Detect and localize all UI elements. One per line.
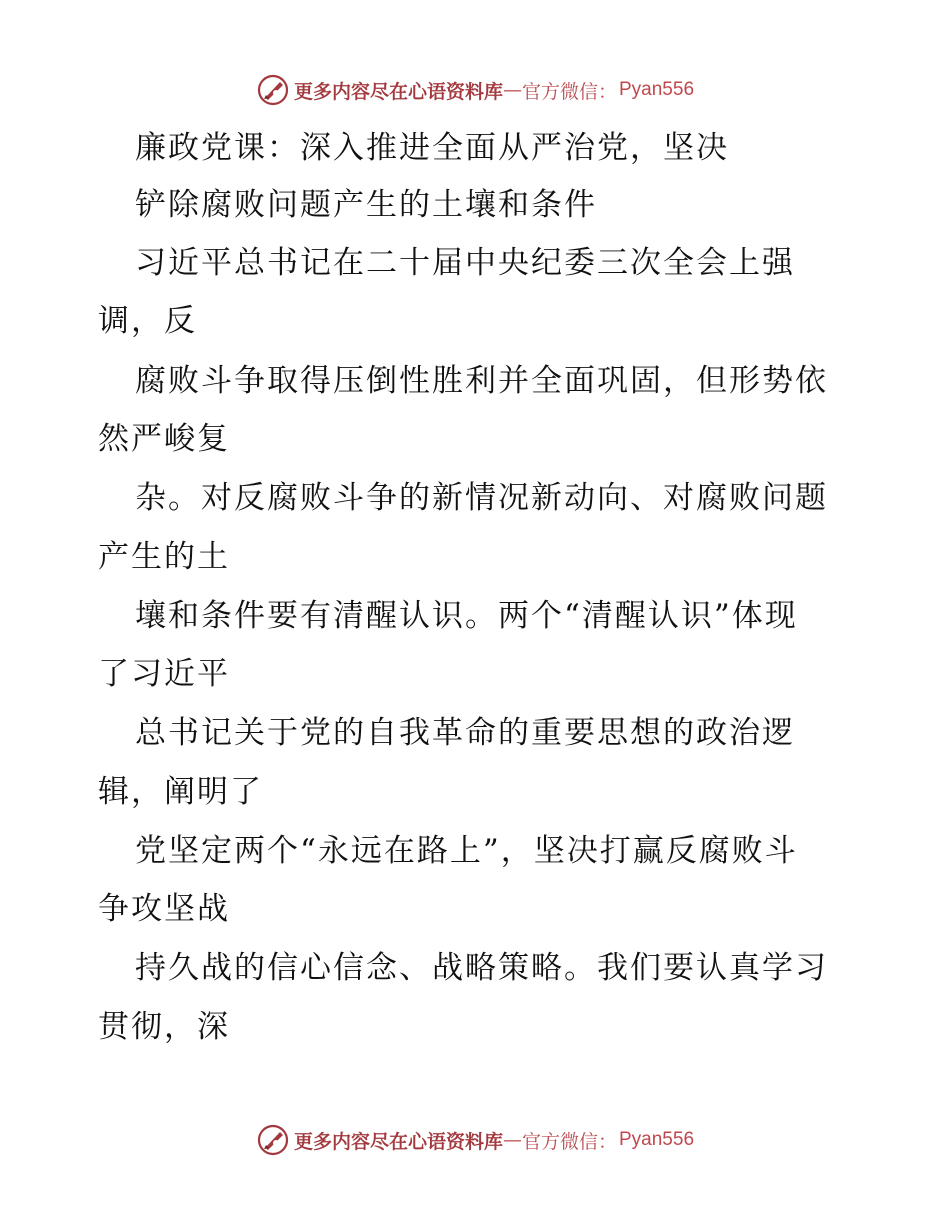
paragraph-line: 习近平总书记在二十届中央纪委三次全会上强 — [135, 245, 795, 281]
header-banner — [0, 72, 950, 108]
paragraph-line: 总书记关于党的自我革命的重要思想的政治逻 — [135, 715, 795, 751]
paragraph-line: 争攻坚战 — [98, 891, 230, 927]
paragraph-line: 然严峻复 — [98, 421, 230, 457]
quill-pen-logo-icon — [256, 73, 290, 107]
banner-wechat-label: 官方微信： — [521, 80, 617, 103]
footer-banner — [0, 1122, 950, 1158]
paragraph-line: 壤和条件要有清醒认识。两个“清醒认识”体现 — [135, 598, 798, 634]
banner-wechat-label: 官方微信： — [521, 1130, 617, 1153]
paragraph-line: 党坚定两个“永远在路上”，坚决打赢反腐败斗 — [135, 833, 798, 869]
banner-text: 更多内容尽在心语资料库 — [293, 80, 503, 103]
banner-text: 更多内容尽在心语资料库 — [293, 1130, 503, 1153]
document-title-line-2: 铲除腐败问题产生的土壤和条件 — [135, 187, 597, 223]
banner-wechat-id: Pyan556 — [619, 79, 695, 100]
paragraph-line: 辑，阐明了 — [98, 774, 263, 810]
paragraph-line: 了习近平 — [98, 656, 230, 692]
paragraph-line: 产生的土 — [98, 539, 230, 575]
banner-wechat-id: Pyan556 — [619, 1129, 695, 1150]
quill-pen-logo-icon — [256, 1123, 290, 1157]
paragraph-line: 杂。对反腐败斗争的新情况新动向、对腐败问题 — [135, 480, 828, 516]
banner-separator: — — [502, 79, 522, 101]
paragraph-line: 贯彻，深 — [98, 1009, 230, 1045]
document-title-line-1: 廉政党课：深入推进全面从严治党，坚决 — [135, 130, 729, 166]
banner-separator: — — [502, 1129, 522, 1151]
paragraph-line: 持久战的信心信念、战略策略。我们要认真学习 — [135, 950, 828, 986]
paragraph-line: 调，反 — [98, 303, 197, 339]
paragraph-line: 腐败斗争取得压倒性胜利并全面巩固，但形势依 — [135, 363, 828, 399]
